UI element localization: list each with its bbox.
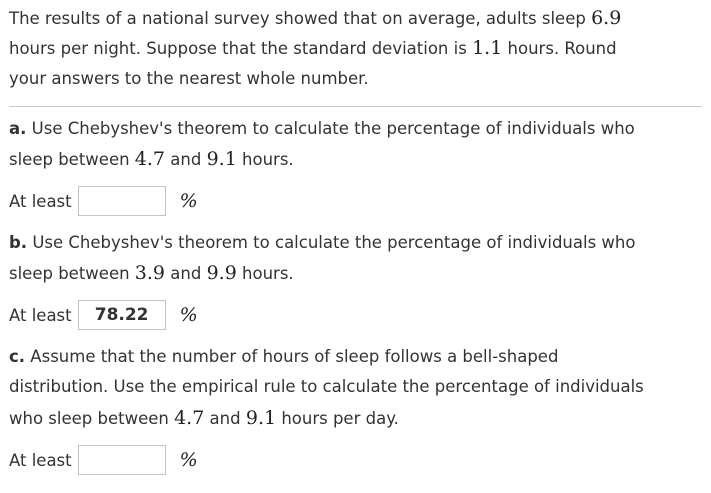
divider xyxy=(9,106,702,107)
part-b-text: and xyxy=(165,264,207,283)
part-c-line-3 xyxy=(9,408,399,429)
part-c-letter: c. xyxy=(9,347,26,366)
part-a-answer-input[interactable] xyxy=(78,186,166,216)
part-b-answer-row xyxy=(9,298,198,332)
intro-line-3 xyxy=(9,69,369,89)
intro-text: hours. Round xyxy=(502,39,617,58)
part-b-answer-input[interactable] xyxy=(78,300,166,330)
percent-symbol: % xyxy=(179,449,198,471)
part-c-high: 9.1 xyxy=(245,407,277,429)
part-a-answer-row xyxy=(9,184,198,218)
part-a-line-1 xyxy=(9,119,635,139)
part-c-line-1 xyxy=(9,347,558,367)
part-c-answer-label: At least xyxy=(9,450,72,470)
part-c-text: and xyxy=(204,409,246,428)
part-c-low: 4.7 xyxy=(174,407,205,429)
part-c-answer-input[interactable] xyxy=(78,445,166,475)
part-b-line-2 xyxy=(9,263,294,284)
intro-text: your answers to the nearest whole number. xyxy=(9,69,369,88)
part-a-high: 9.1 xyxy=(206,148,237,170)
part-a-line-2 xyxy=(9,149,294,170)
intro-text: hours per night. Suppose that the standard deviation is xyxy=(9,39,473,58)
part-a-text: hours. xyxy=(236,150,294,169)
part-a-answer-label: At least xyxy=(9,191,72,211)
sd-value: 1.1 xyxy=(472,37,503,59)
part-c-answer-row xyxy=(9,443,198,477)
part-b-answer-label: At least xyxy=(9,305,72,325)
part-b-low: 3.9 xyxy=(134,262,166,284)
mean-value: 6.9 xyxy=(591,7,622,29)
part-a-letter: a. xyxy=(9,119,27,138)
part-c-text: hours per day. xyxy=(276,409,399,428)
part-c-text: distribution. Use the empirical rule to calculate the percentage of individuals xyxy=(9,377,644,396)
percent-symbol: % xyxy=(179,190,198,212)
part-b-text: Use Chebyshev's theorem to calculate the percentage of individuals who xyxy=(27,233,636,252)
intro-line-2 xyxy=(9,38,617,59)
part-a-text: and xyxy=(165,150,207,169)
part-a-low: 4.7 xyxy=(134,148,166,170)
part-c-text: Assume that the number of hours of sleep follows a bell-shaped xyxy=(25,347,559,366)
part-a-text: Use Chebyshev's theorem to calculate the percentage of individuals who xyxy=(26,119,635,138)
part-b-text: sleep between xyxy=(9,264,135,283)
intro-line-1 xyxy=(9,8,621,29)
part-c-text: who sleep between xyxy=(9,409,175,428)
percent-symbol: % xyxy=(179,304,198,326)
part-b-text: hours. xyxy=(236,264,294,283)
part-c-line-2 xyxy=(9,377,644,397)
part-b-high: 9.9 xyxy=(206,262,237,284)
part-b-line-1 xyxy=(9,233,635,253)
intro-text: The results of a national survey showed that on average, adults sleep xyxy=(9,9,592,28)
part-a-text: sleep between xyxy=(9,150,135,169)
part-b-letter: b. xyxy=(9,233,28,252)
